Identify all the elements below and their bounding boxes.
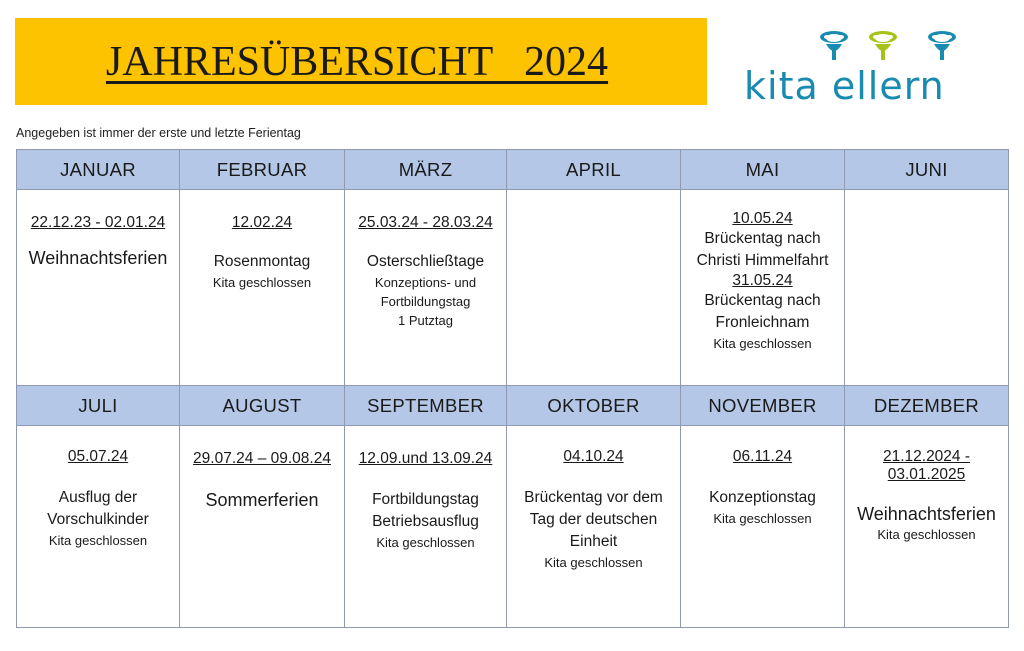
month-content-row xyxy=(17,426,1009,628)
date-range: 25.03.24 - 28.03.24 xyxy=(358,214,493,231)
event-line: Ausflug der xyxy=(58,489,138,506)
month-header-november: NOVEMBER xyxy=(681,386,845,426)
event-line: Betriebsausflug xyxy=(372,513,479,530)
month-header-august: AUGUST xyxy=(180,386,345,426)
date-range: 29.07.24 – 09.08.24 xyxy=(193,450,331,467)
event-title: Weihnachtsferien xyxy=(857,504,996,524)
date-range: 12.09.und 13.09.24 xyxy=(358,450,493,467)
month-cell-juli xyxy=(17,426,180,628)
note-text: Angegeben ist immer der erste und letzte Ferientag xyxy=(16,126,301,140)
event-note: Kita geschlossen xyxy=(713,336,812,351)
event-line: Brückentag nach xyxy=(704,292,821,309)
event-title: Weihnachtsferien xyxy=(28,248,168,268)
event-line: Brückentag nach xyxy=(704,230,821,247)
month-cell-mai xyxy=(681,190,845,386)
date-single: 04.10.24 xyxy=(563,448,624,465)
date-single: 31.05.24 xyxy=(732,272,793,289)
month-header-september: SEPTEMBER xyxy=(345,386,507,426)
month-cell-oktober xyxy=(507,426,681,628)
month-header-juni: JUNI xyxy=(845,150,1009,190)
month-cell-april xyxy=(507,190,681,386)
event-line: Einheit xyxy=(569,533,618,550)
event-line: Brückentag vor dem xyxy=(524,489,663,506)
kita-logo xyxy=(744,24,974,108)
event-line: Vorschulkinder xyxy=(47,511,149,528)
event-note: Kita geschlossen xyxy=(713,511,812,526)
event-line: Tag der deutschen xyxy=(529,511,658,528)
month-content-row xyxy=(17,190,1009,386)
date-single: 10.05.24 xyxy=(732,210,793,227)
date-range-start: 21.12.2024 - xyxy=(882,448,971,465)
event-title: Osterschließtage xyxy=(366,253,485,270)
date-single: 06.11.24 xyxy=(732,448,793,465)
month-cell-maerz xyxy=(345,190,507,386)
event-note: Fortbildungstag xyxy=(380,294,471,309)
date-range: 22.12.23 - 02.01.24 xyxy=(30,214,166,231)
event-line: Konzeptionstag xyxy=(709,489,816,506)
month-header-februar: FEBRUAR xyxy=(180,150,345,190)
month-header-row xyxy=(17,150,1009,190)
month-header-juli: JULI xyxy=(17,386,180,426)
month-cell-september xyxy=(345,426,507,628)
title-banner xyxy=(15,18,707,105)
page-title: JAHRESÜBERSICHT 2024 xyxy=(105,38,609,85)
event-line: Fronleichnam xyxy=(715,314,810,331)
month-cell-januar xyxy=(17,190,180,386)
logo-text: kita ellern xyxy=(744,64,945,108)
event-note: Kita geschlossen xyxy=(877,527,976,542)
month-header-row xyxy=(17,386,1009,426)
date-range: 12.02.24 xyxy=(231,214,293,231)
month-cell-februar xyxy=(180,190,345,386)
month-cell-juni xyxy=(845,190,1009,386)
event-note: Kita geschlossen xyxy=(48,533,148,548)
event-note: Kita geschlossen xyxy=(544,555,643,570)
event-note: Kita geschlossen xyxy=(212,275,312,290)
month-header-maerz: MÄRZ xyxy=(345,150,507,190)
calendar-table xyxy=(16,149,1009,628)
event-note: 1 Putztag xyxy=(398,313,453,328)
event-note: Kita geschlossen xyxy=(376,535,475,550)
event-line: Fortbildungstag xyxy=(372,491,479,508)
month-cell-november xyxy=(681,426,845,628)
event-note: Konzeptions- und xyxy=(374,275,477,290)
date-range-end: 03.01.2025 xyxy=(887,466,966,483)
month-cell-august xyxy=(180,426,345,628)
month-header-april: APRIL xyxy=(507,150,681,190)
date-single: 05.07.24 xyxy=(67,448,129,465)
event-title: Rosenmontag xyxy=(213,253,311,270)
month-header-januar: JANUAR xyxy=(17,150,180,190)
month-cell-dezember xyxy=(845,426,1009,628)
event-title: Sommerferien xyxy=(205,490,319,510)
month-header-mai: MAI xyxy=(681,150,845,190)
event-line: Christi Himmelfahrt xyxy=(696,252,829,269)
month-header-dezember: DEZEMBER xyxy=(845,386,1009,426)
month-header-oktober: OKTOBER xyxy=(507,386,681,426)
